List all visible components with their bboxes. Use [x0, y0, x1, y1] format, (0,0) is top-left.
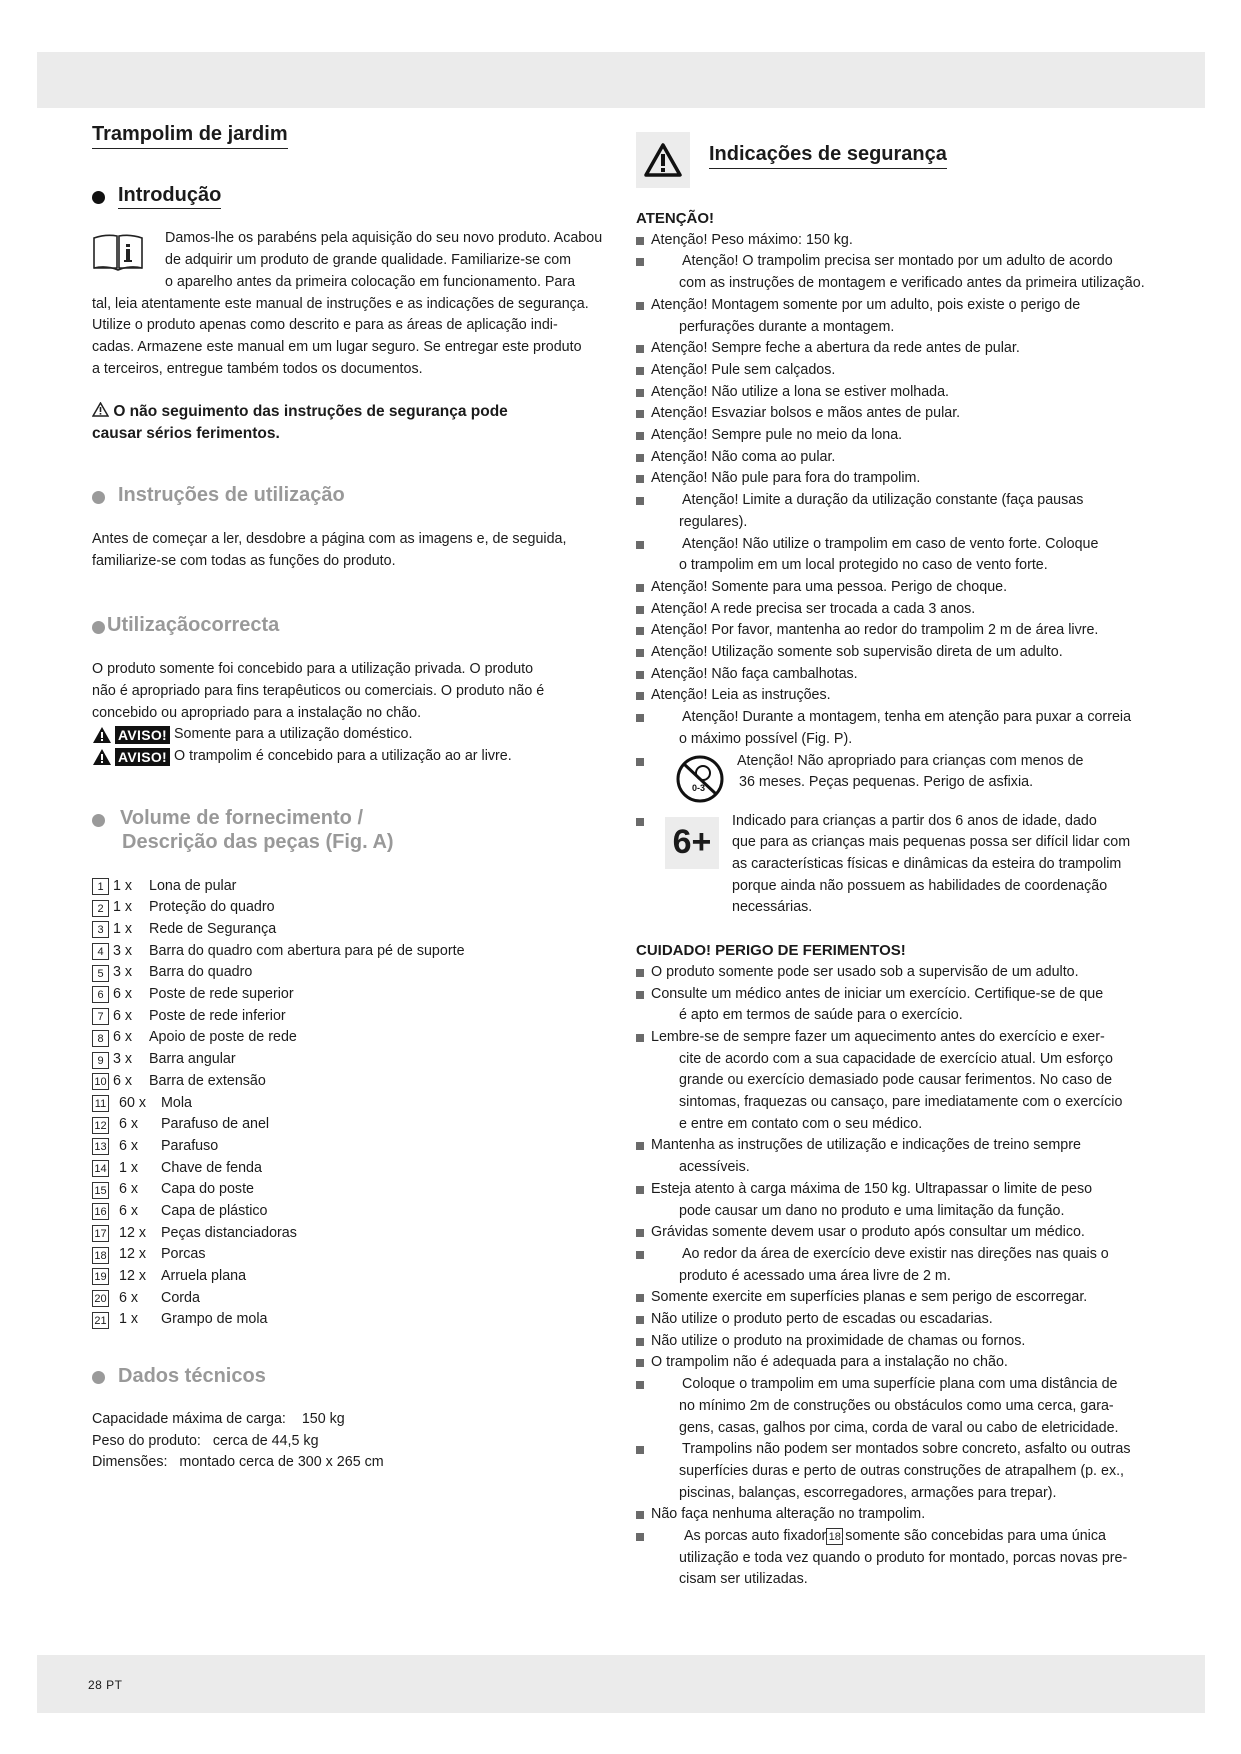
bullet-square-icon [636, 714, 644, 722]
bullet-square-icon [636, 497, 644, 505]
list-item-line: sintomas, fraquezas ou cansaço, pare imediatamente com o exercício [679, 1094, 1123, 1111]
list-item [636, 599, 1171, 621]
correct-use-text: O produto somente foi concebido para a utilização privada. O produto não é apropriado para fins terapêuticos ou comerciais. O produto não é concebido ou apropriado para a instalação no chão. AVISO! Somente para a utilização doméstico. AVISO! O trampolim é concebido para a utilização ao ar livre. [92, 659, 614, 768]
list-item-line: Atenção! Sempre pule no meio da lona. [651, 427, 903, 444]
parts-list-item [92, 1006, 614, 1028]
part-name: Capa do poste [161, 1181, 254, 1198]
part-number-badge: 20 [92, 1290, 109, 1307]
list-item [636, 1309, 1171, 1331]
list-item-line: O trampolim não é adequada para a instalação no chão. [651, 1354, 1008, 1371]
parts-list-item [92, 1201, 614, 1223]
part-number-badge: 1 [92, 878, 109, 895]
aviso-row: AVISO! Somente para a utilização doméstico. [92, 724, 614, 746]
part-quantity: 1 x [113, 877, 133, 894]
supply-heading: Volume de fornecimento / Descrição das peças (Fig. A) [92, 808, 614, 855]
list-item-line: Esteja atento à carga máxima de 150 kg. Ultrapassar o limite de peso [651, 1180, 1093, 1197]
list-item-line: Atenção! Não utilize a lona se estiver molhada. [651, 383, 950, 400]
part-number-badge: 15 [92, 1182, 109, 1199]
intro-line: de adquirir um produto de grande qualidade. Familiarize-se com [165, 252, 572, 269]
intro-warning: O não seguimento das instruções de segurança pode causar sérios ferimentos. [92, 403, 508, 443]
part-quantity: 1 x [119, 1311, 139, 1328]
part-name: Barra do quadro com abertura para pé de suporte [149, 942, 465, 959]
part-name: Barra de extensão [149, 1072, 266, 1089]
list-item [636, 984, 1171, 1027]
list-item [636, 1504, 1171, 1526]
list-item [636, 685, 1171, 707]
intro-line: Utilize o produto apenas como descrito e para as áreas de aplicação indi- [92, 317, 558, 334]
part-name: Porcas [161, 1246, 206, 1263]
list-item-line: gens, casas, galhos por cima, corda de varal ou cabo de eletricidade. [679, 1419, 1119, 1436]
bullet-square-icon [636, 367, 644, 375]
safety-title: Indicações de segurança [709, 144, 947, 169]
list-item [636, 360, 1171, 382]
bullet-square-icon [636, 991, 644, 999]
list-item-line: Mantenha as instruções de utilização e indicações de treino sempre [651, 1137, 1081, 1154]
list-item-line: produto é acessado uma área livre de 2 m. [679, 1267, 951, 1284]
list-item-line: Atenção! A rede precisa ser trocada a cada 3 anos. [651, 600, 976, 617]
no-children-under-3-icon [673, 753, 727, 805]
part-name: Poste de rede superior [149, 986, 294, 1003]
part-name: Corda [161, 1289, 200, 1306]
list-item-line: Atenção! Esvaziar bolsos e mãos antes de pular. [651, 405, 961, 422]
parts-list-item [92, 1093, 614, 1115]
left-column [92, 124, 614, 1474]
part-name: Apoio de poste de rede [149, 1029, 297, 1046]
bullet-dot-icon [92, 491, 105, 504]
list-item-line: Atenção! Leia as instruções. [651, 687, 831, 704]
usage-text: Antes de começar a ler, desdobre a página com as imagens e, de seguida, familiarize-se com todas as funções do produto. [92, 531, 567, 569]
part-quantity: 6 x [119, 1116, 139, 1133]
usage-heading: Instruções de utilização [92, 485, 614, 509]
parts-list-item [92, 1114, 614, 1136]
list-item: As porcas auto fixador 18 somente são concebidas para uma única utilização e toda vez quando o produto for montado, porcas novas pre- cisam ser utilizadas. [636, 1526, 1171, 1591]
parts-list-item [92, 876, 614, 898]
aviso-label: AVISO! [115, 748, 170, 766]
list-item-line: Atenção! Não pule para fora do trampolim. [651, 470, 921, 487]
part-ref-badge: 18 [826, 1528, 843, 1545]
intro-line: tal, leia atentamente este manual de instruções e as indicações de segurança. [92, 295, 589, 312]
list-item [636, 403, 1171, 425]
part-number-badge: 13 [92, 1138, 109, 1155]
bullet-square-icon [636, 692, 644, 700]
part-quantity: 6 x [119, 1202, 139, 1219]
bullet-square-icon [636, 1359, 644, 1367]
list-item-line: regulares). [679, 513, 748, 530]
intro-block [92, 228, 614, 380]
part-number-badge: 21 [92, 1312, 109, 1329]
cuidado-title: CUIDADO! PERIGO DE FERIMENTOS! [636, 942, 906, 960]
age-label: 0-3 [692, 782, 706, 793]
warning-triangle-icon [643, 142, 683, 178]
part-quantity: 6 x [113, 1029, 133, 1046]
bullet-square-icon [636, 475, 644, 483]
part-number-badge: 3 [92, 921, 109, 938]
part-number-badge: 9 [92, 1052, 109, 1069]
part-quantity: 12 x [119, 1224, 147, 1241]
part-name: Mola [161, 1094, 192, 1111]
list-item [636, 1439, 1171, 1504]
parts-list-item [92, 1136, 614, 1158]
part-quantity: 6 x [119, 1181, 139, 1198]
parts-list-item [92, 941, 614, 963]
part-name: Parafuso de anel [161, 1116, 270, 1133]
part-name: Barra angular [149, 1051, 236, 1068]
bullet-square-icon [636, 818, 644, 826]
part-number-badge: 16 [92, 1203, 109, 1220]
parts-list-item [92, 1179, 614, 1201]
list-item-line: grande ou exercício demasiado pode causar ferimentos. No caso de [679, 1072, 1113, 1089]
list-item [636, 642, 1171, 664]
bullet-square-icon [636, 584, 644, 592]
safety-header [636, 140, 1171, 210]
part-quantity: 3 x [113, 942, 133, 959]
intro-heading: Introdução [92, 185, 614, 210]
bullet-dot-icon [92, 814, 105, 827]
parts-list-item [92, 897, 614, 919]
parts-list-item [92, 1309, 614, 1331]
part-quantity: 6 x [113, 1007, 133, 1024]
list-item-line: Lembre-se de sempre fazer um aquecimento antes do exercício e exer- [651, 1028, 1105, 1045]
intro-line: Damos-lhe os parabéns pela aquisição do seu novo produto. Acabou [165, 230, 603, 247]
bullet-square-icon [636, 969, 644, 977]
part-quantity: 1 x [113, 899, 133, 916]
list-item-line: com as instruções de montagem e verificado antes da primeira utilização. [679, 275, 1145, 292]
list-item [636, 534, 1171, 577]
intro-line: o aparelho antes da primeira colocação em funcionamento. Para [165, 273, 576, 290]
page-title: Trampolim de jardim [92, 124, 288, 149]
list-item [636, 1027, 1171, 1136]
part-name: Lona de pular [149, 877, 237, 894]
list-item [636, 664, 1171, 686]
list-item [636, 577, 1171, 599]
list-item [636, 962, 1171, 984]
list-item-line: Atenção! Por favor, mantenha ao redor do trampolim 2 m de área livre. [651, 622, 1099, 639]
list-item-line: o trampolim em um local protegido no caso de vento forte. [679, 557, 1048, 574]
list-item-line: Trampolins não podem ser montados sobre concreto, asfalto ou outras [682, 1441, 1131, 1458]
bullet-square-icon [636, 758, 644, 766]
right-column [636, 140, 1171, 1591]
list-item-line: Não faça nenhuma alteração no trampolim. [651, 1506, 926, 1523]
list-item-line: Atenção! Somente para uma pessoa. Perigo de choque. [651, 578, 1008, 595]
list-item [636, 425, 1171, 447]
bullet-square-icon [636, 627, 644, 635]
bullet-square-icon [636, 1446, 644, 1454]
list-item-line: Atenção! Não utilize o trampolim em caso de vento forte. Coloque [682, 535, 1099, 552]
list-item-line: acessíveis. [679, 1159, 750, 1176]
parts-list-item [92, 962, 614, 984]
part-number-badge: 19 [92, 1268, 109, 1285]
list-item [636, 707, 1171, 750]
part-quantity: 6 x [113, 986, 133, 1003]
cuidado-list [636, 962, 1171, 1526]
list-item-line: Não utilize o produto perto de escadas ou escadarias. [651, 1311, 993, 1328]
bullet-square-icon [636, 1533, 644, 1541]
bullet-square-icon [636, 606, 644, 614]
intro-line: cadas. Armazene este manual em um lugar seguro. Se entregar este produto [92, 338, 582, 355]
top-band [37, 52, 1205, 108]
parts-list [92, 876, 614, 1331]
bullet-square-icon [636, 410, 644, 418]
bullet-square-icon [636, 258, 644, 266]
atencao-title: ATENÇÃO! [636, 210, 715, 227]
list-item [636, 620, 1171, 642]
part-name: Poste de rede inferior [149, 1007, 286, 1024]
bullet-square-icon [636, 649, 644, 657]
list-item [636, 251, 1171, 294]
intro-line: a terceiros, entregue também todos os documentos. [92, 360, 423, 377]
list-item-line: Atenção! Durante a montagem, tenha em atenção para puxar a correia [682, 709, 1132, 726]
part-number-badge: 2 [92, 900, 109, 917]
part-name: Parafuso [161, 1137, 219, 1154]
warning-box [636, 132, 690, 188]
warning-triangle-icon [92, 726, 112, 744]
list-item [636, 490, 1171, 533]
bullet-dot-icon [92, 1371, 105, 1384]
bullet-square-icon [636, 1294, 644, 1302]
list-item-line: Atenção! Utilização somente sob supervisão direta de um adulto. [651, 644, 1063, 661]
bullet-square-icon [636, 1511, 644, 1519]
list-item [636, 1352, 1171, 1374]
part-quantity: 1 x [113, 921, 133, 938]
part-number-badge: 17 [92, 1225, 109, 1242]
part-quantity: 6 x [113, 1072, 133, 1089]
bullet-dot-icon [92, 191, 105, 204]
list-item-line: Atenção! Não coma ao pular. [651, 448, 836, 465]
list-item-line: Não utilize o produto na proximidade de chamas ou fornos. [651, 1332, 1026, 1349]
warning-triangle-icon [92, 402, 109, 417]
list-item-line: piscinas, balanças, escorregadores, armações para trepar). [679, 1484, 1057, 1501]
part-quantity: 60 x [119, 1094, 147, 1111]
list-item-line: perfurações durante a montagem. [679, 318, 895, 335]
age-6-plus-icon: 6+ [665, 817, 719, 869]
list-item-line: O produto somente pode ser usado sob a supervisão de um adulto. [651, 963, 1079, 980]
bullet-square-icon [636, 1142, 644, 1150]
list-item [636, 1135, 1171, 1178]
page-footer: 28 PT [88, 1678, 123, 1692]
list-item [636, 382, 1171, 404]
bullet-square-icon [636, 1316, 644, 1324]
parts-list-item [92, 1288, 614, 1310]
list-item-line: e entre em contato com o seu médico. [679, 1115, 923, 1132]
list-item-line: o máximo possível (Fig. P). [679, 730, 853, 747]
aviso-label: AVISO! [115, 726, 170, 744]
part-quantity: 12 x [119, 1268, 147, 1285]
list-item-line: Atenção! O trampolim precisa ser montado por um adulto de acordo [682, 253, 1113, 270]
bullet-square-icon [636, 237, 644, 245]
parts-list-item [92, 1027, 614, 1049]
part-name: Rede de Segurança [149, 921, 277, 938]
list-item-line: Ao redor da área de exercício deve existir nas direções nas quais o [682, 1245, 1109, 1262]
list-item-line: Grávidas somente devem usar o produto após consultar um médico. [651, 1224, 1085, 1241]
part-quantity: 3 x [113, 964, 133, 981]
part-quantity: 6 x [119, 1137, 139, 1154]
bullet-square-icon [636, 1186, 644, 1194]
list-item-line: Atenção! Não faça cambalhotas. [651, 665, 858, 682]
part-name: Peças distanciadoras [161, 1224, 297, 1241]
tech-data: Capacidade máxima de carga: 150 kg Peso do produto: cerca de 44,5 kg Dimensões: montado cerca de 300 x 265 cm [92, 1410, 384, 1471]
bullet-square-icon [636, 454, 644, 462]
bullet-square-icon [636, 302, 644, 310]
list-item-line: Atenção! Limite a duração da utilização constante (faça pausas [682, 492, 1084, 509]
list-item [636, 1287, 1171, 1309]
list-item-line: é apto em termos de saúde para o exercício. [679, 1007, 963, 1024]
list-item [636, 447, 1171, 469]
list-item [636, 1374, 1171, 1439]
list-item [636, 1222, 1171, 1244]
bullet-square-icon [636, 1381, 644, 1389]
parts-list-item [92, 1244, 614, 1266]
list-item [636, 230, 1171, 252]
part-number-badge: 6 [92, 986, 109, 1003]
bullet-square-icon [636, 1251, 644, 1259]
parts-list-item [92, 1223, 614, 1245]
parts-list-item [92, 984, 614, 1006]
list-item-line: Atenção! Montagem somente por um adulto, pois existe o perigo de [651, 296, 1081, 313]
list-item-line: Atenção! Sempre feche a abertura da rede antes de pular. [651, 340, 1020, 357]
bullet-square-icon [636, 389, 644, 397]
list-item-line: cite de acordo com a sua capacidade de exercício atual. Um esforço [679, 1050, 1113, 1067]
list-item-line: pode causar um dano no produto e uma limitação da função. [679, 1202, 1065, 1219]
part-name: Chave de fenda [161, 1159, 262, 1176]
list-item-line: Atenção! Pule sem calçados. [651, 361, 836, 378]
part-quantity: 3 x [113, 1051, 133, 1068]
part-name: Arruela plana [161, 1268, 247, 1285]
list-item: 6+ Indicado para crianças a partir dos 6 anos de idade, dado que para as crianças mais pequenas possa ser difícil lidar com as características físicas e dinâmicas da esteira do trampolim porque ainda não possuem as habilidades de coordenação necessárias. [636, 811, 1171, 920]
part-name: Proteção do quadro [149, 899, 275, 916]
list-item [636, 1179, 1171, 1222]
part-quantity: 12 x [119, 1246, 147, 1263]
list-item-line: Coloque o trampolim em uma superfície plana com uma distância de [682, 1376, 1118, 1393]
atencao-list [636, 230, 1171, 751]
part-name: Capa de plástico [161, 1202, 268, 1219]
bullet-square-icon [636, 1229, 644, 1237]
part-number-badge: 5 [92, 965, 109, 982]
parts-list-item [92, 1071, 614, 1093]
part-number-badge: 7 [92, 1008, 109, 1025]
part-number-badge: 4 [92, 943, 109, 960]
part-number-badge: 18 [92, 1247, 109, 1264]
part-number-badge: 8 [92, 1030, 109, 1047]
parts-list-item [92, 1158, 614, 1180]
bullet-dot-icon [92, 621, 105, 634]
list-item-line: Consulte um médico antes de iniciar um exercício. Certifique-se de que [651, 985, 1104, 1002]
bottom-band [37, 1655, 1205, 1713]
part-number-badge: 12 [92, 1117, 109, 1134]
bullet-square-icon [636, 671, 644, 679]
tech-heading: Dados técnicos [92, 1366, 614, 1390]
bullet-square-icon [636, 1338, 644, 1346]
part-number-badge: 11 [92, 1095, 109, 1112]
part-name: Barra do quadro [149, 964, 253, 981]
part-number-badge: 14 [92, 1160, 109, 1177]
aviso-row: AVISO! O trampolim é concebido para a utilização ao ar livre. [92, 746, 614, 768]
part-quantity: 1 x [119, 1159, 139, 1176]
list-item-line: superfícies duras e perto de outras construções de atrapalhem (p. ex., [679, 1462, 1125, 1479]
list-item-line: no mínimo 2m de construções ou obstáculos como uma cerca, gara- [679, 1397, 1114, 1414]
part-number-badge: 10 [92, 1073, 109, 1090]
bullet-square-icon [636, 1034, 644, 1042]
warning-triangle-icon [92, 748, 112, 766]
part-name: Grampo de mola [161, 1311, 268, 1328]
part-quantity: 6 x [119, 1289, 139, 1306]
parts-list-item [92, 1049, 614, 1071]
info-book-icon [92, 232, 144, 272]
parts-list-item [92, 919, 614, 941]
list-item [636, 1244, 1171, 1287]
list-item-line: Somente exercite em superfícies planas e sem perigo de escorregar. [651, 1289, 1088, 1306]
list-item [636, 468, 1171, 490]
bullet-square-icon [636, 541, 644, 549]
correct-use-heading: Utilizaçãocorrecta [92, 615, 614, 639]
list-item [636, 338, 1171, 360]
bullet-square-icon [636, 345, 644, 353]
list-item-line: Atenção! Peso máximo: 150 kg. [651, 231, 853, 248]
parts-list-item [92, 1266, 614, 1288]
list-item [636, 1331, 1171, 1353]
bullet-square-icon [636, 432, 644, 440]
list-item: 0-3 Atenção! Não apropriado para crianças com menos de 36 meses. Peças pequenas. Perigo de asfixia. [636, 751, 1171, 805]
list-item [636, 295, 1171, 338]
